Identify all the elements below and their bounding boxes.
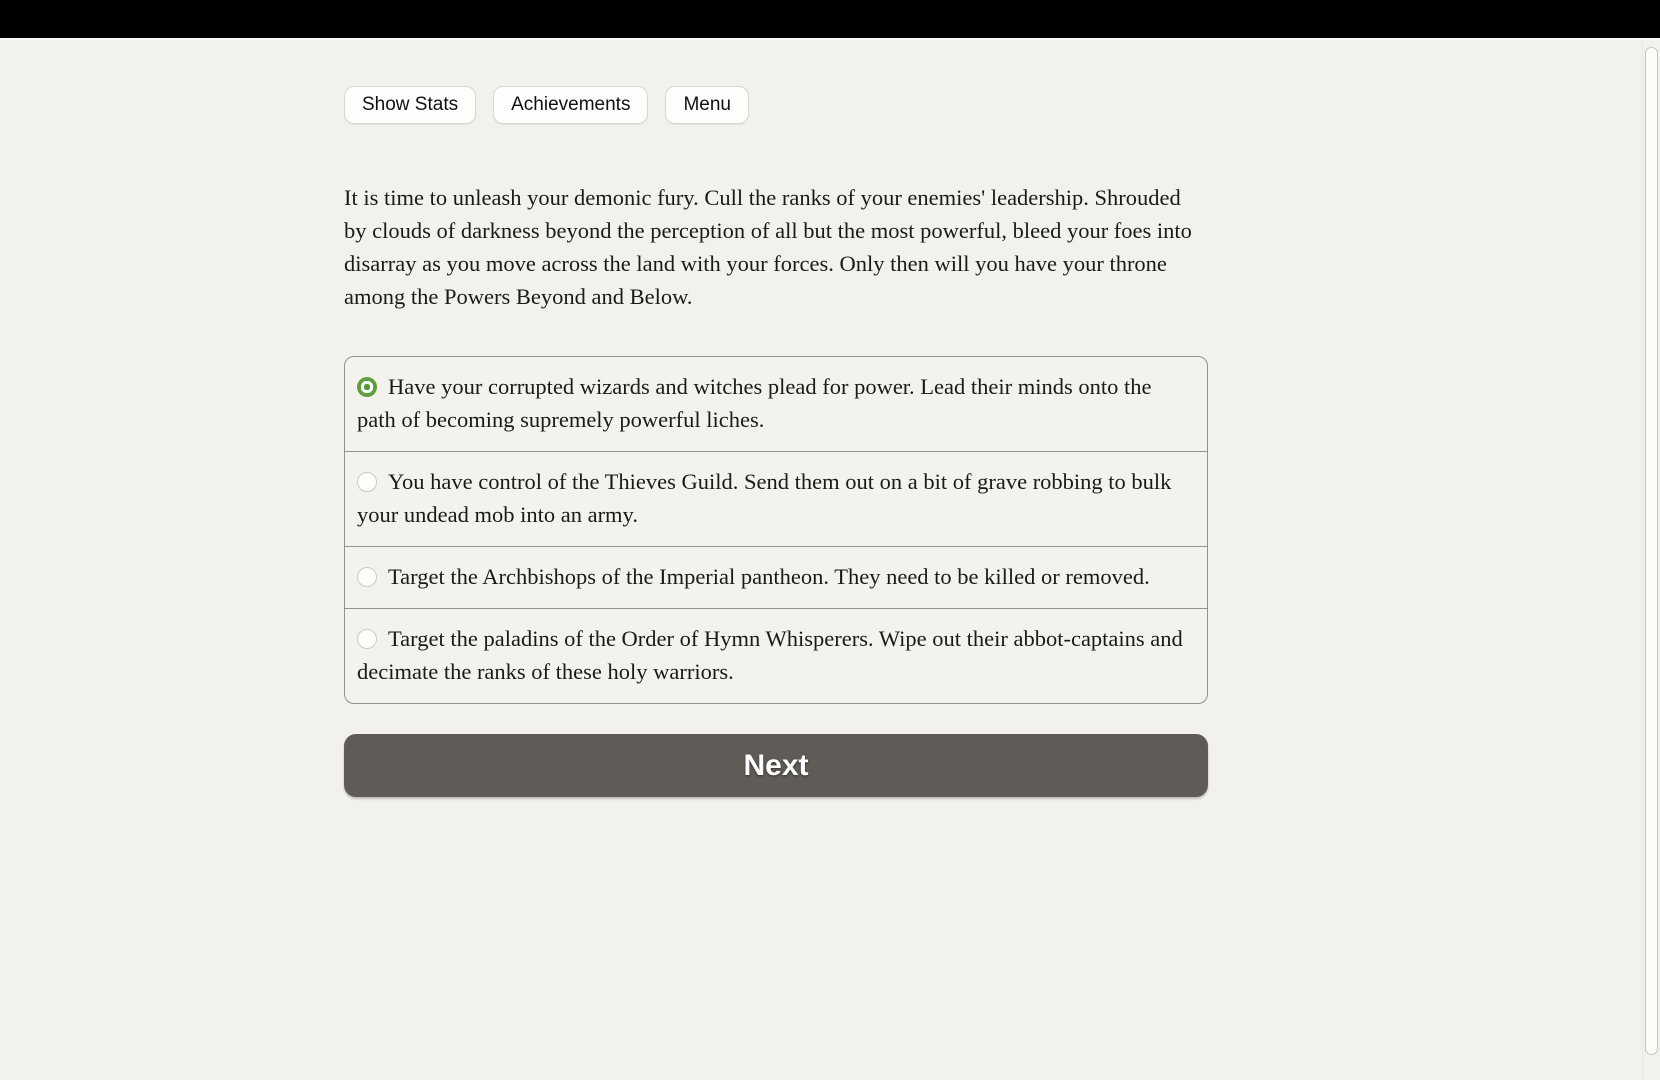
choice-option-4[interactable]: [344, 608, 1208, 704]
choice-option-label: Target the Archbishops of the Imperial pantheon. They need to be killed or removed.: [388, 564, 1150, 589]
radio-icon[interactable]: [357, 629, 377, 649]
scrollbar-thumb[interactable]: [1645, 47, 1658, 1055]
game-content: [344, 40, 1208, 797]
toolbar: [344, 86, 1208, 124]
radio-selected-icon[interactable]: [357, 377, 377, 397]
next-button[interactable]: Next: [344, 734, 1208, 797]
show-stats-button[interactable]: Show Stats: [344, 86, 476, 124]
menu-button[interactable]: Menu: [665, 86, 749, 124]
top-black-bar: [0, 0, 1660, 40]
radio-icon[interactable]: [357, 472, 377, 492]
choice-option-3[interactable]: [344, 546, 1208, 609]
choice-group: [344, 356, 1208, 704]
achievements-button[interactable]: Achievements: [493, 86, 648, 124]
choice-option-label: You have control of the Thieves Guild. Send them out on a bit of grave robbing to bulk your undead mob into an army.: [357, 469, 1172, 527]
story-paragraph: It is time to unleash your demonic fury. Cull the ranks of your enemies' leadership. Shrouded by clouds of darkness beyond the perception of all but the most powerful, bleed your foes into disarray as you move across the land with your forces. Only then will you have your throne among the Powers Beyond and Below.: [344, 185, 1192, 309]
choice-option-2[interactable]: [344, 451, 1208, 547]
choice-option-label: Target the paladins of the Order of Hymn Whisperers. Wipe out their abbot-captains and decimate the ranks of these holy warriors.: [357, 626, 1183, 684]
radio-icon[interactable]: [357, 567, 377, 587]
scrollbar-track[interactable]: [1642, 42, 1660, 1080]
choice-option-1[interactable]: [344, 356, 1208, 452]
choice-option-label: Have your corrupted wizards and witches plead for power. Lead their minds onto the path of becoming supremely powerful liches.: [357, 374, 1152, 432]
